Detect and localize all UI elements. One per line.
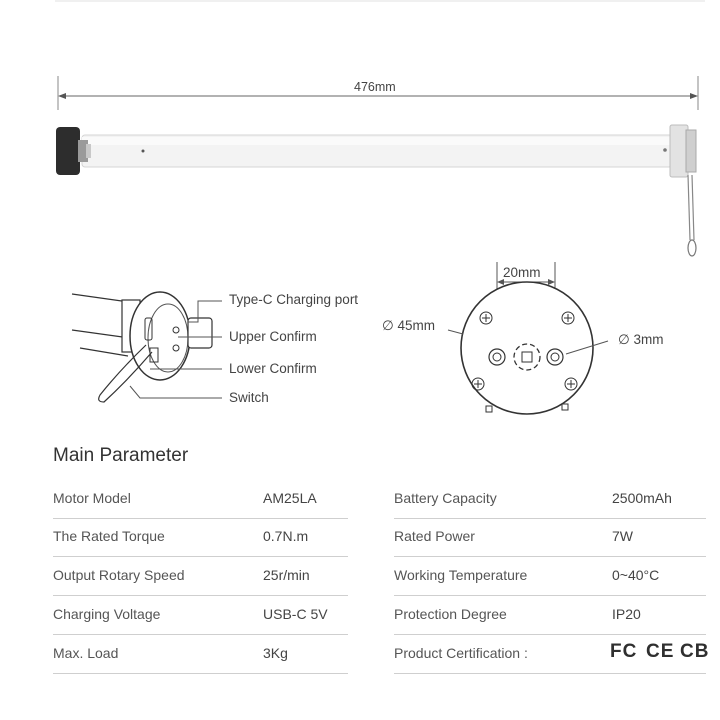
param-label: Max. Load (53, 645, 119, 661)
hole-dimension-label (618, 332, 664, 348)
mounting-face-view (448, 262, 608, 414)
table-row (394, 596, 706, 635)
param-value: 3Kg (263, 645, 288, 661)
param-label: Battery Capacity (394, 490, 497, 506)
table-row (53, 518, 348, 557)
param-label: Rated Power (394, 528, 475, 544)
length-dimension-label: 476mm (354, 80, 396, 94)
param-value: 25r/min (263, 567, 310, 583)
callout-type-c-port: Type-C Charging port (229, 292, 359, 307)
table-row (53, 596, 348, 635)
callout-switch: Switch (229, 390, 269, 405)
param-label: Charging Voltage (53, 606, 161, 622)
end-cap-detail (72, 292, 222, 402)
param-label: Motor Model (53, 490, 131, 506)
table-row (394, 518, 706, 557)
param-value: IP20 (612, 606, 641, 622)
param-value: AM25LA (263, 490, 317, 506)
param-value: 0.7N.m (263, 528, 309, 544)
param-label: Protection Degree (394, 606, 507, 622)
hole-value: 3mm (633, 332, 664, 347)
param-label: Product Certification : (394, 645, 528, 661)
param-value: 7W (612, 528, 633, 544)
diameter-dimension-label (382, 318, 435, 334)
ce-mark-icon: CE (646, 641, 675, 662)
diameter-value: 45mm (397, 318, 436, 333)
section-title: Main Parameter (53, 445, 189, 466)
cb-mark-icon: CB (680, 641, 710, 662)
table-row (53, 557, 348, 596)
callout-lower-confirm: Lower Confirm (229, 361, 317, 376)
table-row (53, 480, 348, 519)
param-value: 0~40°C (612, 567, 660, 583)
table-row (394, 635, 710, 674)
param-value: 2500mAh (612, 490, 672, 506)
callout-upper-confirm: Upper Confirm (229, 329, 317, 344)
param-label: Output Rotary Speed (53, 567, 185, 583)
tubular-motor (56, 125, 696, 256)
param-label: Working Temperature (394, 567, 528, 583)
fcc-mark-icon: FC (610, 641, 638, 662)
param-label: The Rated Torque (53, 528, 165, 544)
diameter-symbol-icon: ∅ (618, 332, 630, 347)
diameter-symbol-icon: ∅ (382, 318, 394, 333)
param-value: USB-C 5V (263, 606, 328, 622)
table-row (53, 635, 348, 674)
spacing-dimension-label: 20mm (503, 265, 541, 280)
table-row (394, 557, 706, 596)
table-row (394, 480, 706, 519)
